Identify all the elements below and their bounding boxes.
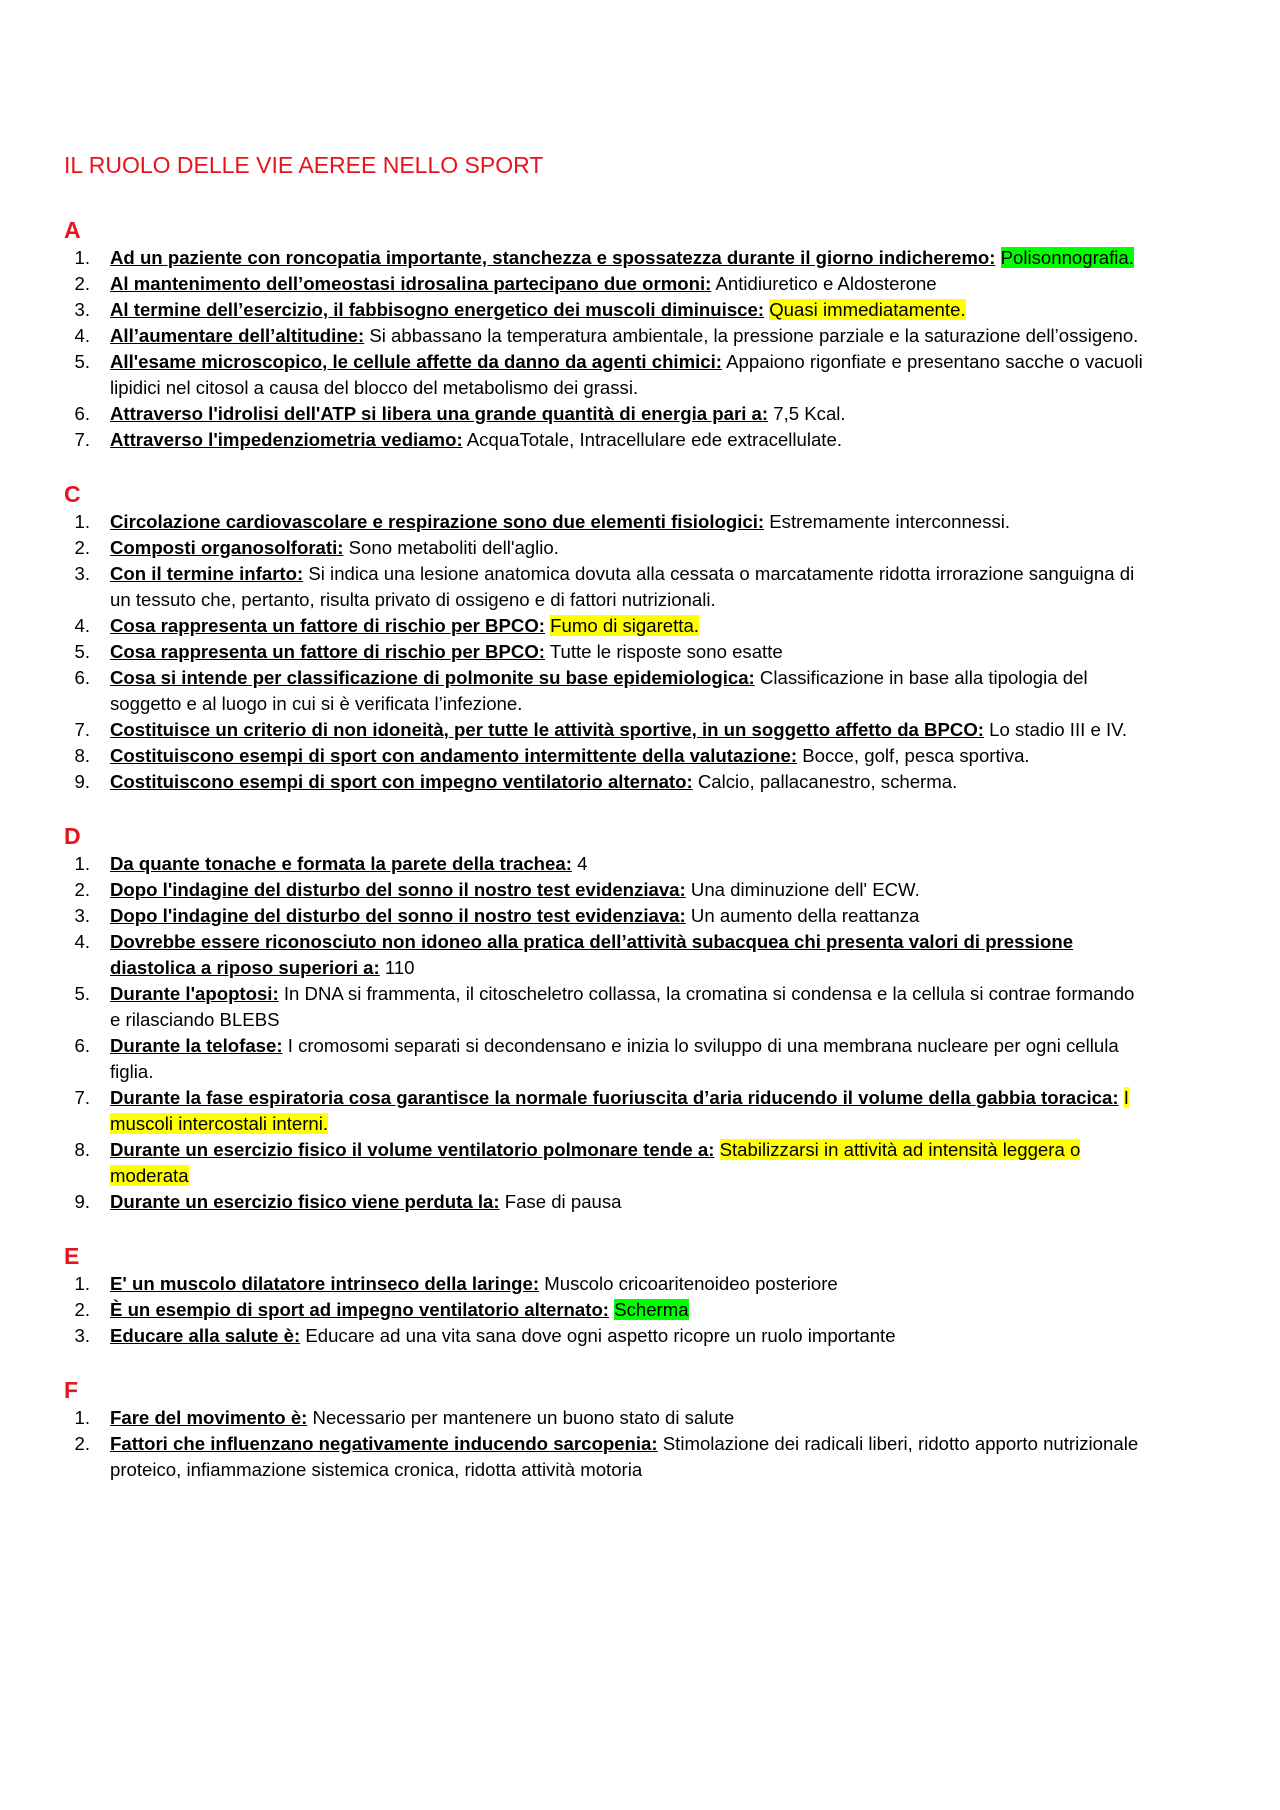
question-item (64, 665, 1144, 717)
answer-text: Muscolo cricoaritenoideo posteriore (544, 1273, 838, 1294)
section-d (64, 821, 1144, 1215)
answer-text: Educare ad una vita sana dove ogni aspetto ricopre un ruolo importante (305, 1325, 896, 1346)
question-item (64, 1085, 1144, 1137)
question-text: Durante la telofase: (110, 1035, 283, 1056)
answer-text: Appaiono rigonfiate e presentano sacche o vacuoli lipidici nel citosol a causa del blocco del metabolismo dei grassi. (110, 351, 1143, 398)
question-text: Cosa rappresenta un fattore di rischio per BPCO: (110, 615, 545, 636)
question-text: Composti organosolforati: (110, 537, 344, 558)
question-item (64, 535, 1144, 561)
item-number: 8. (74, 745, 90, 766)
question-text: Dopo l'indagine del disturbo del sonno il nostro test evidenziava: (110, 905, 686, 926)
question-text: Dovrebbe essere riconosciuto non idoneo alla pratica dell’attività subacquea chi presenta valori di pressione diastolica a riposo superiori a: (110, 931, 1074, 978)
answer-text: Lo stadio III e IV. (989, 719, 1127, 740)
question-text: All’aumentare dell’altitudine: (110, 325, 365, 346)
question-item (64, 743, 1144, 769)
question-text: Da quante tonache e formata la parete della trachea: (110, 853, 572, 874)
item-number: 2. (74, 1433, 90, 1454)
question-item (64, 877, 1144, 903)
item-number: 1. (74, 247, 90, 268)
question-list (64, 1405, 1144, 1483)
item-number: 2. (74, 1299, 90, 1320)
item-number: 3. (74, 299, 90, 320)
answer-text: Tutte le risposte sono esatte (549, 641, 783, 662)
answer-text: Antidiuretico e Aldosterone (715, 273, 937, 294)
question-item (64, 401, 1144, 427)
section-letter: A (64, 217, 81, 243)
item-number: 9. (74, 771, 90, 792)
question-text: Costituiscono esempi di sport con impegno ventilatorio alternato: (110, 771, 693, 792)
item-number: 5. (74, 983, 90, 1004)
answer-text: Necessario per mantenere un buono stato di salute (312, 1407, 735, 1428)
item-number: 6. (74, 667, 90, 688)
question-text: Ad un paziente con roncopatia importante, stanchezza e spossatezza durante il giorno indicheremo: (110, 247, 996, 268)
section-letter: D (64, 823, 81, 849)
answer-text: AcquaTotale, Intracellulare ede extracellulate. (466, 429, 842, 450)
section-letter: C (64, 481, 81, 507)
item-number: 4. (74, 931, 90, 952)
section-a (64, 215, 1144, 453)
answer-text: 7,5 Kcal. (773, 403, 846, 424)
item-number: 1. (74, 1407, 90, 1428)
question-item (64, 639, 1144, 665)
page-title: IL RUOLO DELLE VIE AEREE NELLO SPORT (64, 152, 544, 178)
answer-text: Si indica una lesione anatomica dovuta alla cessata o marcatamente ridotta irrorazione sanguigna di un tessuto che, pertanto, risulta privato di ossigeno e di fattori nutrizionali. (110, 563, 1135, 610)
question-item (64, 613, 1144, 639)
answer-text: Estremamente interconnessi. (769, 511, 1011, 532)
question-text: Al termine dell’esercizio, il fabbisogno energetico dei muscoli diminuisce: (110, 299, 765, 320)
item-number: 7. (74, 1087, 90, 1108)
item-number: 5. (74, 641, 90, 662)
question-item (64, 1323, 1144, 1349)
item-number: 1. (74, 853, 90, 874)
answer-text: Un aumento della reattanza (690, 905, 920, 926)
section-f (64, 1375, 1144, 1483)
question-item (64, 1297, 1144, 1323)
question-item (64, 1033, 1144, 1085)
item-number: 4. (74, 615, 90, 636)
question-list (64, 509, 1144, 795)
answer-text: Sono metaboliti dell'aglio. (348, 537, 559, 558)
item-number: 7. (74, 719, 90, 740)
question-text: Educare alla salute è: (110, 1325, 301, 1346)
section-letter: F (64, 1377, 79, 1403)
item-number: 2. (74, 273, 90, 294)
question-text: E' un muscolo dilatatore intrinseco della laringe: (110, 1273, 540, 1294)
item-number: 3. (74, 563, 90, 584)
question-item (64, 323, 1144, 349)
answer-text: 4 (577, 853, 588, 874)
item-number: 9. (74, 1191, 90, 1212)
answer-text: In DNA si frammenta, il citoscheletro collassa, la cromatina si condensa e la cellula si contrae formando e rilasciando BLEBS (110, 983, 1135, 1030)
question-item (64, 561, 1144, 613)
section-c (64, 479, 1144, 795)
item-number: 2. (74, 879, 90, 900)
question-text: Circolazione cardiovascolare e respirazione sono due elementi fisiologici: (110, 511, 765, 532)
question-text: All'esame microscopico, le cellule affette da danno da agenti chimici: (110, 351, 722, 372)
answer-text: Stimolazione dei radicali liberi, ridotto apporto nutrizionale proteico, infiammazione sistemica cronica, ridotta attività motoria (110, 1433, 1139, 1480)
answer-text: I cromosomi separati si decondensano e inizia lo sviluppo di una membrana nucleare per ogni cellula figlia. (110, 1035, 1119, 1082)
question-item (64, 717, 1144, 743)
item-number: 1. (74, 1273, 90, 1294)
question-item (64, 271, 1144, 297)
question-item (64, 1137, 1144, 1189)
section-letter: E (64, 1243, 80, 1269)
question-text: Fattori che influenzano negativamente inducendo sarcopenia: (110, 1433, 658, 1454)
question-item (64, 929, 1144, 981)
item-number: 4. (74, 325, 90, 346)
answer-text: Polisonnografia. (1000, 247, 1134, 268)
answer-text: Si abbassano la temperatura ambientale, la pressione parziale e la saturazione dell’ossigeno. (369, 325, 1139, 346)
question-text: Fare del movimento è: (110, 1407, 308, 1428)
question-item (64, 297, 1144, 323)
question-text: Durante un esercizio fisico il volume ventilatorio polmonare tende a: (110, 1139, 715, 1160)
question-text: Cosa rappresenta un fattore di rischio per BPCO: (110, 641, 545, 662)
question-text: Attraverso l'impedenziometria vediamo: (110, 429, 463, 450)
item-number: 6. (74, 403, 90, 424)
item-number: 8. (74, 1139, 90, 1160)
question-item (64, 851, 1144, 877)
question-item (64, 509, 1144, 535)
answer-text: Calcio, pallacanestro, scherma. (697, 771, 958, 792)
answer-text: Bocce, golf, pesca sportiva. (802, 745, 1030, 766)
question-text: Al mantenimento dell’omeostasi idrosalina partecipano due ormoni: (110, 273, 712, 294)
item-number: 1. (74, 511, 90, 532)
question-text: Costituisce un criterio di non idoneità, per tutte le attività sportive, in un soggetto affetto da BPCO: (110, 719, 984, 740)
answer-text: Fase di pausa (504, 1191, 622, 1212)
item-number: 6. (74, 1035, 90, 1056)
sections-container (64, 215, 1144, 1483)
item-number: 7. (74, 429, 90, 450)
question-text: Cosa si intende per classificazione di polmonite su base epidemiologica: (110, 667, 755, 688)
question-text: Con il termine infarto: (110, 563, 304, 584)
document-page (64, 152, 1144, 1509)
question-item (64, 903, 1144, 929)
question-list (64, 245, 1144, 453)
question-text: È un esempio di sport ad impegno ventilatorio alternato: (110, 1299, 609, 1320)
question-text: Attraverso l'idrolisi dell'ATP si libera una grande quantità di energia pari a: (110, 403, 769, 424)
question-item (64, 1189, 1144, 1215)
answer-text: Quasi immediatamente. (769, 299, 966, 320)
question-item (64, 349, 1144, 401)
question-item (64, 1405, 1144, 1431)
question-item (64, 1271, 1144, 1297)
item-number: 3. (74, 905, 90, 926)
answer-text: Classificazione in base alla tipologia del soggetto e al luogo in cui si è verificata l’infezione. (110, 667, 1088, 714)
answer-text: 110 (384, 957, 415, 978)
question-text: Durante la fase espiratoria cosa garantisce la normale fuoriuscita d’aria riducendo il volume della gabbia toracica: (110, 1087, 1119, 1108)
item-number: 5. (74, 351, 90, 372)
question-list (64, 1271, 1144, 1349)
question-list (64, 851, 1144, 1215)
question-item (64, 245, 1144, 271)
question-item (64, 769, 1144, 795)
answer-text: Una diminuzione dell' ECW. (690, 879, 920, 900)
question-text: Durante un esercizio fisico viene perduta la: (110, 1191, 500, 1212)
answer-text: Scherma (614, 1299, 689, 1320)
answer-text: Fumo di sigaretta. (550, 615, 699, 636)
question-text: Costituiscono esempi di sport con andamento intermittente della valutazione: (110, 745, 798, 766)
question-item (64, 427, 1144, 453)
question-text: Durante l'apoptosi: (110, 983, 279, 1004)
section-e (64, 1241, 1144, 1349)
item-number: 3. (74, 1325, 90, 1346)
question-item (64, 981, 1144, 1033)
question-text: Dopo l'indagine del disturbo del sonno il nostro test evidenziava: (110, 879, 686, 900)
answer-text: I muscoli intercostali interni. (110, 1087, 1129, 1134)
question-item (64, 1431, 1144, 1483)
item-number: 2. (74, 537, 90, 558)
answer-text: Stabilizzarsi in attività ad intensità leggera o moderata (110, 1139, 1081, 1186)
